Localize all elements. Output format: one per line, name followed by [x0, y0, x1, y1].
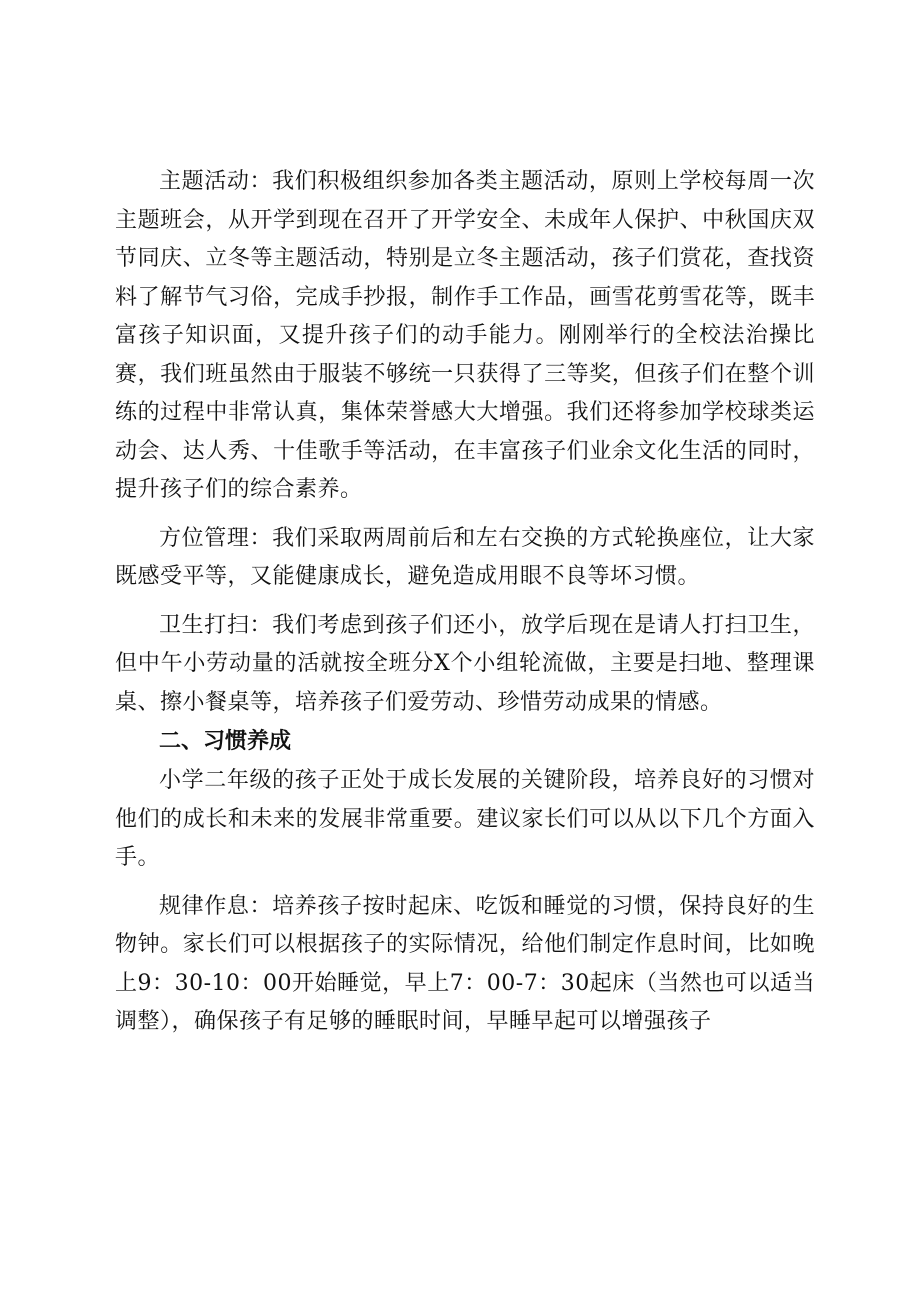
paragraph-regular-schedule: 规律作息：培养孩子按时起床、吃饭和睡觉的习惯，保持良好的生物钟。家长们可以根据孩子的实际情况，给他们制定作息时间，比如晚上9：30-10：00开始睡觉，早上7：00-7：30起床（当然也可以适当调整），确保孩子有足够的睡眠时间，早睡早起可以增强孩子	[115, 893, 815, 1034]
document-body	[115, 163, 815, 1042]
section-heading-habits: 二、习惯养成	[159, 729, 292, 754]
paragraph-cleaning: 卫生打扫：我们考虑到孩子们还小，放学后现在是请人打扫卫生，但中午小劳动量的活就按全班分X个小组轮流做，主要是扫地、整理课桌、擦小餐桌等，培养孩子们爱劳动、珍惜劳动成果的情感。	[115, 612, 815, 715]
paragraph-theme-activities: 主题活动：我们积极组织参加各类主题活动，原则上学校每周一次主题班会，从开学到现在召开了开学安全、未成年人保护、中秋国庆双节同庆、立冬等主题活动，特别是立冬主题活动，孩子们赏花，查找资料了解节气习俗，完成手抄报，制作手工作品，画雪花剪雪花等，既丰富孩子知识面，又提升孩子们的动手能力。刚刚举行的全校法治操比赛，我们班虽然由于服装不够统一只获得了三等奖，但孩子们在整个训练的过程中非常认真，集体荣誉感大大增强。我们还将参加学校球类运动会、达人秀、十佳歌手等活动，在丰富孩子们业余文化生活的同时，提升孩子们的综合素养。	[115, 169, 815, 502]
paragraph-habits-intro: 小学二年级的孩子正处于成长发展的关键阶段，培养良好的习惯对他们的成长和未来的发展非常重要。建议家长们可以从以下几个方面入手。	[115, 768, 815, 870]
paragraph-seat-management: 方位管理：我们采取两周前后和左右交换的方式轮换座位，让大家既感受平等，又能健康成长，避免造成用眼不良等坏习惯。	[115, 525, 815, 589]
